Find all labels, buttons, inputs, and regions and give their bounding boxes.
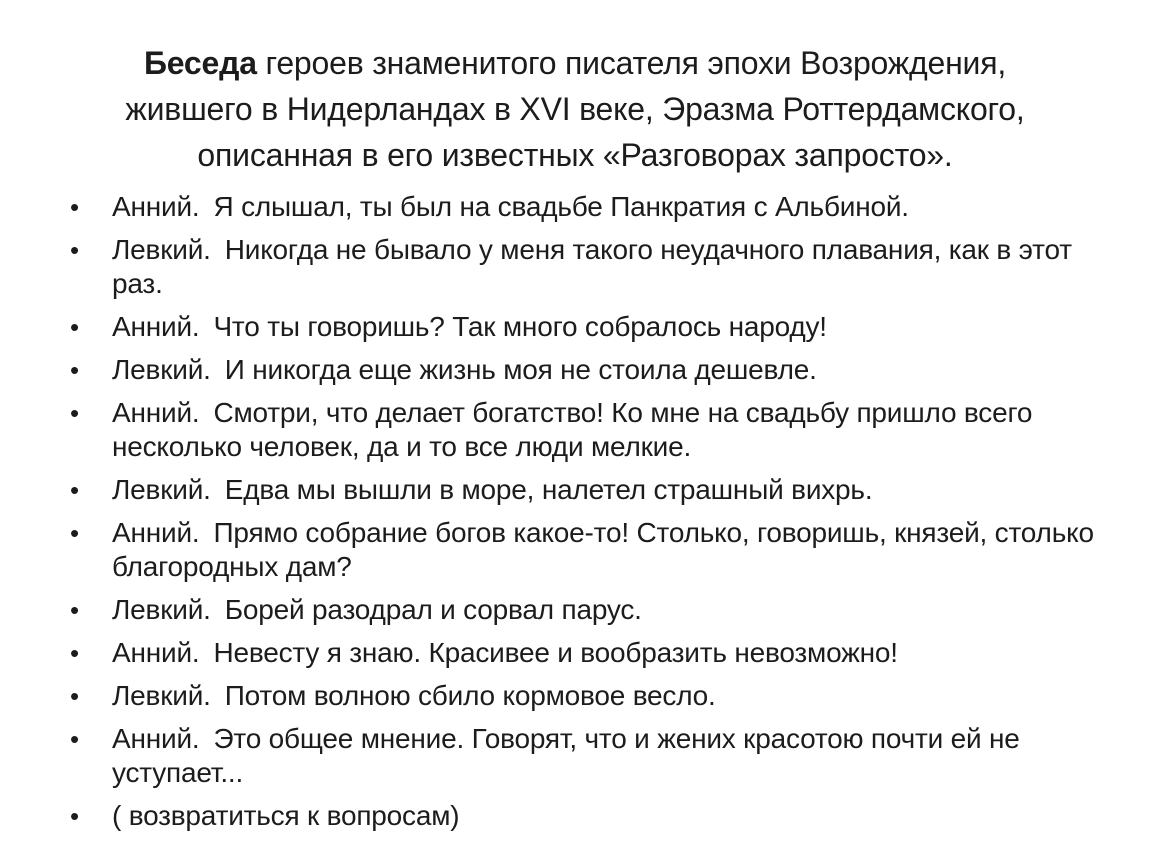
dialogue-line (66, 190, 1116, 224)
bullet-icon: • (70, 724, 79, 754)
bullet-icon: • (70, 681, 79, 711)
speaker-name: Анний. (112, 517, 200, 548)
speaker-name: Анний. (112, 637, 200, 668)
line-text: Никогда не бывало у меня такого неудачного плавания, как в этот раз. (112, 234, 1072, 299)
bullet-icon: • (70, 235, 79, 265)
speaker-name: Анний. (112, 723, 200, 754)
bullet-icon: • (70, 192, 79, 222)
dialogue-line (66, 593, 1116, 627)
dialogue-line (66, 679, 1116, 713)
dialogue-line (66, 722, 1116, 790)
speaker-name: Анний. (112, 311, 200, 342)
speaker-name: Анний. (112, 191, 200, 222)
speaker-name: Левкий. (112, 680, 211, 711)
dialogue-line (66, 353, 1116, 387)
bullet-icon: • (70, 638, 79, 668)
title-line3: описанная в его известных «Разговорах запросто». (197, 137, 953, 173)
dialogue-line (66, 473, 1116, 507)
speaker-name: Левкий. (112, 234, 211, 265)
bullet-icon: • (70, 801, 79, 831)
bullet-icon: • (70, 475, 79, 505)
title-bold-word: Беседа (143, 45, 257, 81)
return-to-questions-link[interactable]: ( возвратиться к вопросам) (112, 800, 460, 831)
dialogue-line (66, 636, 1116, 670)
line-text: Что ты говоришь? Так много собралось народу! (213, 311, 827, 342)
bullet-icon: • (70, 312, 79, 342)
speaker-name: Левкий. (112, 474, 211, 505)
bullet-icon: • (70, 355, 79, 385)
line-text: И никогда еще жизнь моя не стоила дешевле. (224, 354, 817, 385)
dialogue-list (66, 190, 1116, 842)
line-text: Борей разодрал и сорвал парус. (224, 594, 642, 625)
line-text: Потом волною сбило кормовое весло. (224, 680, 716, 711)
line-text: Я слышал, ты был на свадьбе Панкратия с Альбиной. (213, 191, 909, 222)
speaker-name: Анний. (112, 397, 200, 428)
title-line2: жившего в Нидерландах в XVI веке, Эразма Роттердамского, (125, 91, 1025, 127)
line-text: Это общее мнение. Говорят, что и жених красотою почти ей не уступает... (112, 723, 1020, 788)
slide-title (60, 40, 1090, 178)
line-text: Прямо собрание богов какое-то! Столько, говоришь, князей, столько благородных дам? (112, 517, 1094, 582)
dialogue-line (66, 310, 1116, 344)
line-text: Невесту я знаю. Красивее и вообразить невозможно! (213, 637, 898, 668)
dialogue-line (66, 516, 1116, 584)
dialogue-line (66, 233, 1116, 301)
bullet-icon: • (70, 398, 79, 428)
line-text: Смотри, что делает богатство! Ко мне на свадьбу пришло всего несколько человек, да и то все люди мелкие. (112, 397, 1033, 462)
bullet-icon: • (70, 518, 79, 548)
bullet-icon: • (70, 595, 79, 625)
return-item (66, 799, 1116, 833)
speaker-name: Левкий. (112, 594, 211, 625)
dialogue-line (66, 396, 1116, 464)
title-line1: героев знаменитого писателя эпохи Возрождения, (265, 45, 1007, 81)
speaker-name: Левкий. (112, 354, 211, 385)
line-text: Едва мы вышли в море, налетел страшный вихрь. (224, 474, 873, 505)
